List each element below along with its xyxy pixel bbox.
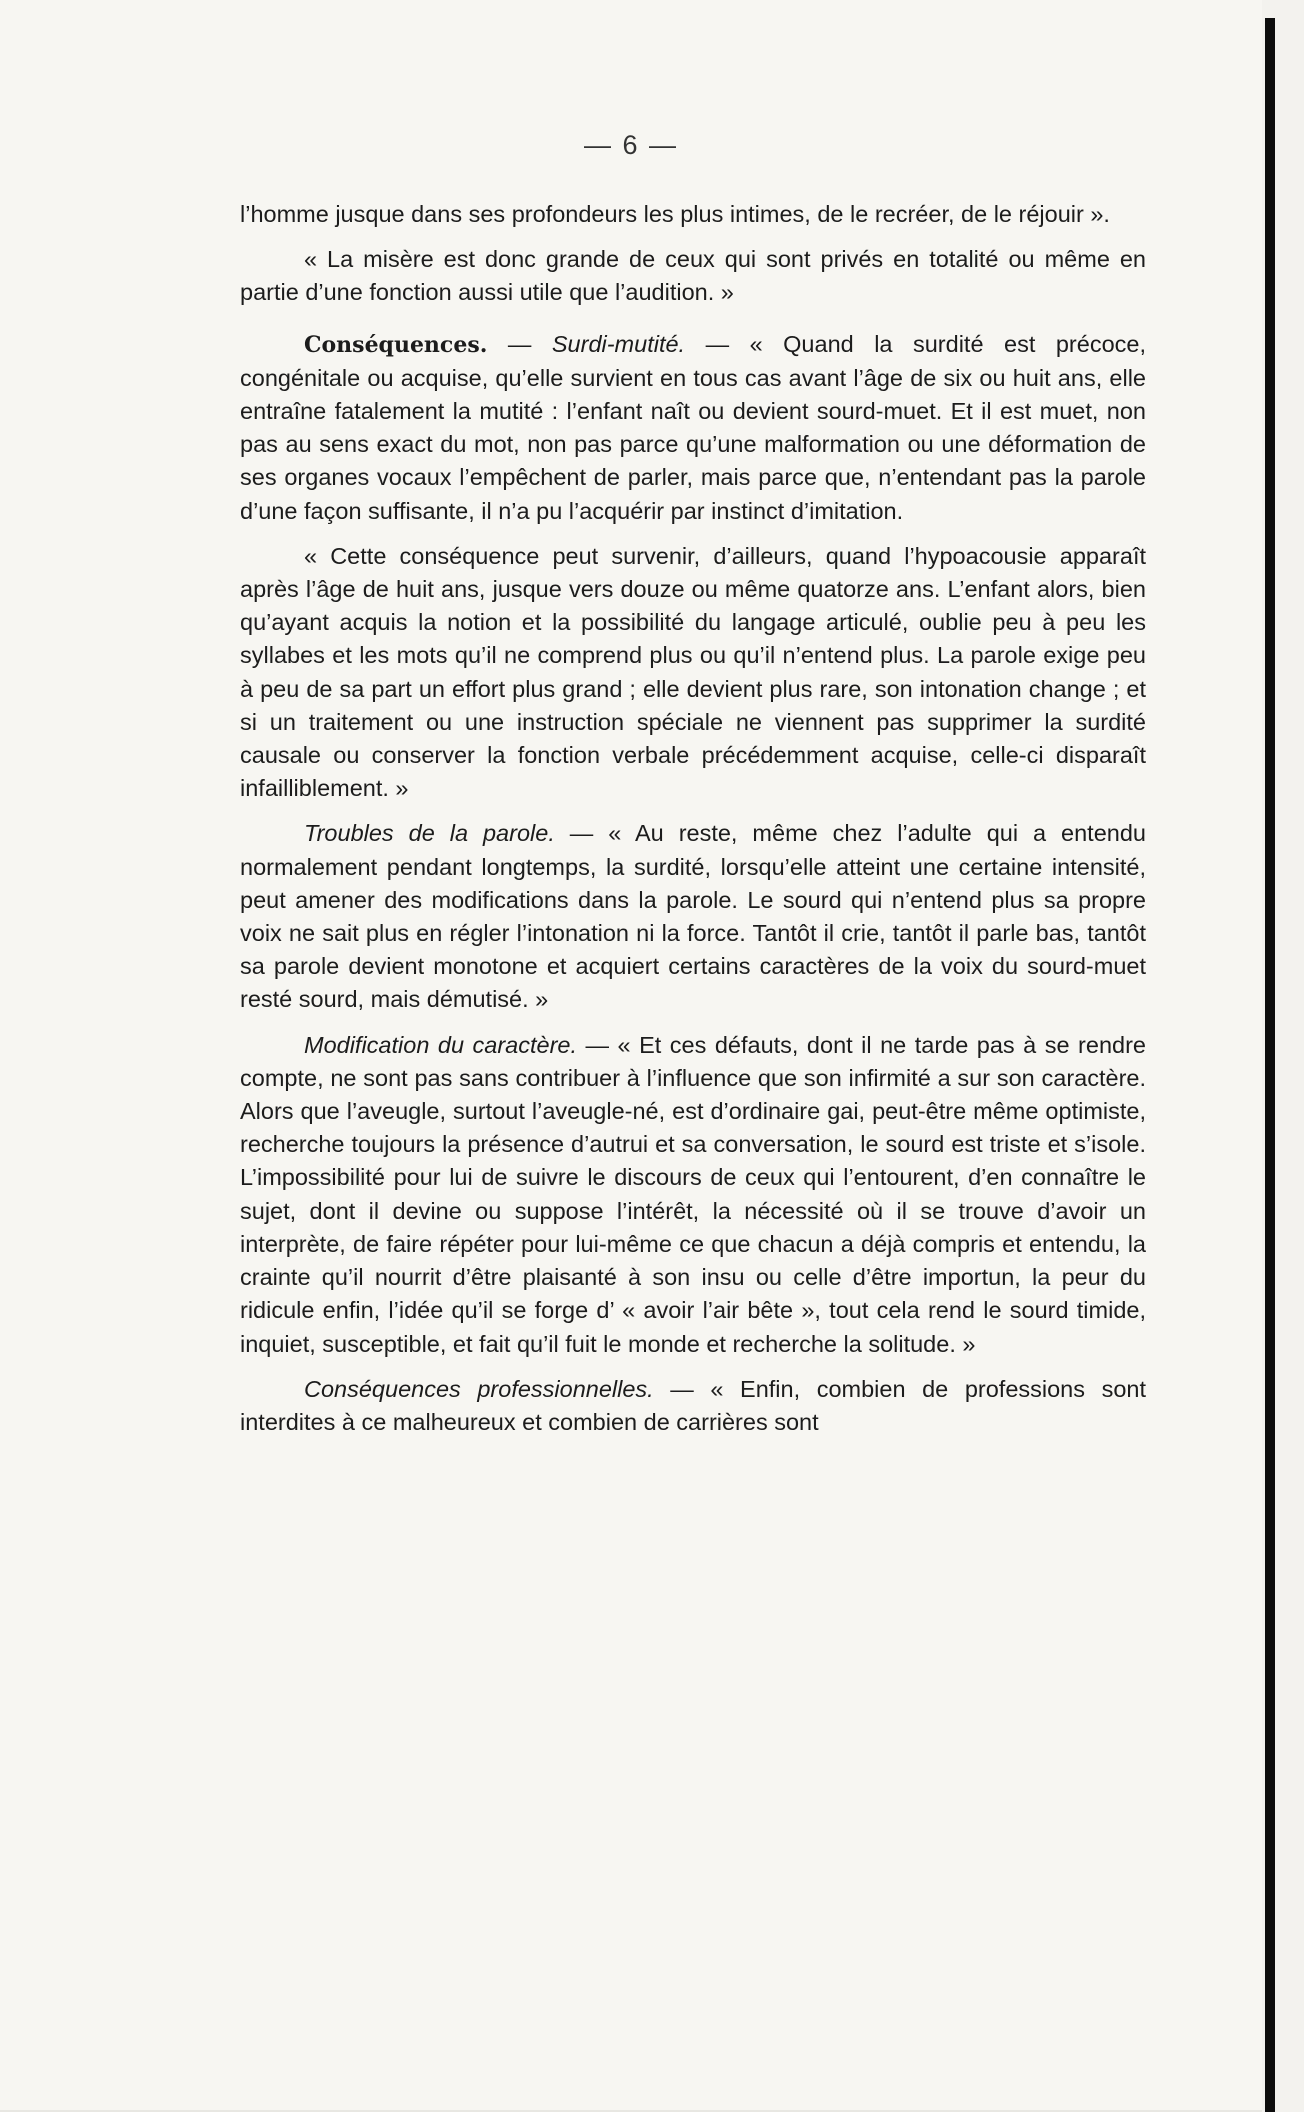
page-number: — 6 — — [583, 130, 679, 160]
paragraph-2-text: « La misère est donc grande de ceux qui sont privés en totalité ou même en partie d’une fonction aussi utile que l’audition. » — [240, 246, 1146, 306]
body-text — [240, 198, 1146, 1451]
section-heading-consequences: Conséquences. — [304, 331, 488, 358]
paragraph-professionnelles — [240, 1373, 1146, 1439]
subheading-surdi-mutite: Surdi-mutité. — [551, 330, 686, 357]
paragraph-consequences-text: — « Quand la surdité est précoce, congénitale ou acquise, qu’elle survient en tous cas avant l’âge de six ou huit ans, elle entraîne fatalement la mutité : l’enfant naît ou devient sourd-muet. Et il est muet, non pas au sens exact du mot, non pas parce qu’une malformation ou une déformation de ses organes vocaux l’empêchent de parler, mais parce que, n’entendant pas la parole d’une façon suffisante, il n’a pu l’acquérir par instinct d’imitation. — [240, 330, 1146, 524]
subheading-troubles-parole: Troubles de la parole. — [304, 820, 555, 847]
book-gutter-shadow — [1265, 18, 1275, 2112]
paragraph-1-text: l’homme jusque dans ses profondeurs les plus intimes, de le recréer, de le réjouir ». — [240, 201, 1110, 227]
paragraph-caractere — [240, 1029, 1146, 1361]
paragraph-caractere-text: — « Et ces défauts, dont il ne tarde pas à se rendre compte, ne sont pas sans contribuer à l’influence que son infirmité a sur son caractère. Alors que l’aveugle, surtout l’aveugle-né, est d’ordinaire gai, peut-être même optimiste, recherche toujours la présence d’autrui et sa conversation, le sourd est triste et s’isole. L’impossibilité pour lui de suivre le discours de ceux qui l’entourent, d’en connaître le sujet, dont il devine ou suppose l’intérêt, la nécessité où il se trouve d’avoir un interprète, de faire répéter pour lui-même ce que chacun a déjà compris et entendu, la crainte qu’il nourrit d’être plaisanté à son insu ou celle d’être importun, la peur du ridicule enfin, l’idée qu’il se forge d’ « avoir l’air bête », tout cela rend le sourd timide, inquiet, susceptible, et fait qu’il fuit le monde et recherche la solitude. » — [240, 1031, 1146, 1357]
heading-dash: — — [487, 330, 552, 357]
paragraph-consequences — [240, 328, 1146, 528]
paragraph-1 — [240, 198, 1146, 231]
paragraph-hypoacousie-text: « Cette conséquence peut survenir, d’ailleurs, quand l’hypoacousie apparaît après l’âge de huit ans, jusque vers douze ou même quatorze ans. L’enfant alors, bien qu’ayant acquis la notion et la possibilité du langage articulé, oublie peu à peu les syllabes et les mots qu’il ne comprend plus ou qu’il n’entend plus. La parole exige peu à peu de sa part un effort plus grand ; elle devient plus rare, son intonation change ; et si un traitement ou une instruction spéciale ne viennent pas supprimer la surdité causale ou conserver la fonction verbale précédemment acquise, celle-ci disparaît infailliblement. » — [240, 542, 1146, 802]
paragraph-professionnelles-text: — « Enfin, combien de professions sont interdites à ce malheureux et combien de carrières sont — [240, 1375, 1146, 1435]
paragraph-2 — [240, 243, 1146, 309]
subheading-modification-caractere: Modification du caractère. — [304, 1031, 578, 1058]
paragraph-hypoacousie — [240, 540, 1146, 806]
subheading-consequences-professionnelles: Conséquences professionnelles. — [304, 1375, 654, 1402]
paragraph-troubles — [240, 817, 1146, 1016]
paragraph-troubles-text: — « Au reste, même chez l’adulte qui a entendu normalement pendant longtemps, la surdité, lorsqu’elle atteint une certaine intensité, peut amener des modifications dans la parole. Le sourd qui n’entend plus sa propre voix ne sait plus en régler l’intonation ni la force. Tantôt il crie, tantôt il parle bas, tantôt sa parole devient monotone et acquiert certains caractères de la voix du sourd-muet resté sourd, mais démutisé. » — [240, 820, 1146, 1013]
